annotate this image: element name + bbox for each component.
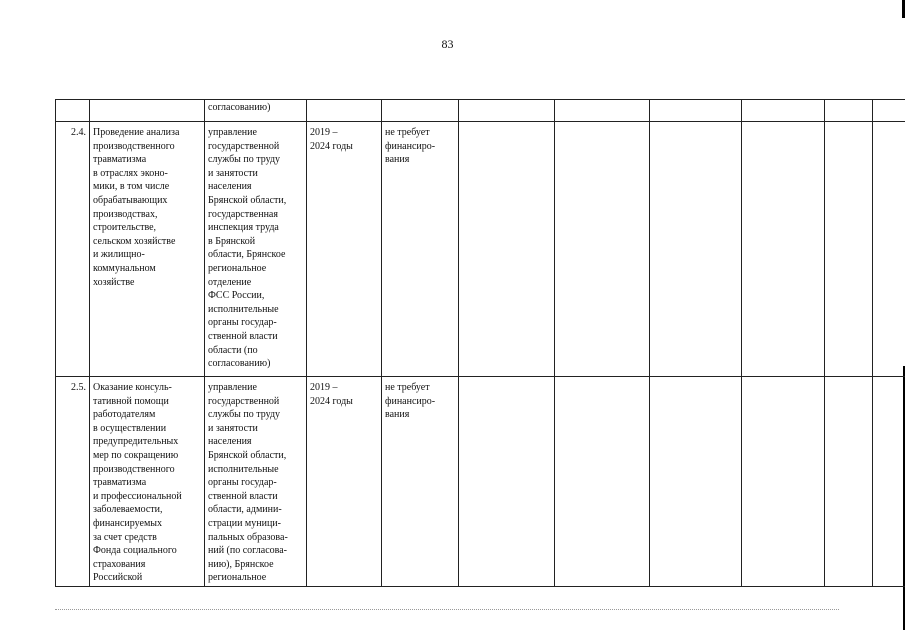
continuation-row [56, 100, 905, 122]
activity-cell: Оказание консуль- тативной помощи работодателям в осуществлении предупредительных мер по сокращению производственного травматизма и профессиональной заболеваемости, финансируемых за счет средств Фонда социального страхования Российской [90, 377, 205, 587]
empty-cell [825, 100, 873, 122]
period-cell [307, 100, 382, 122]
empty-cell [650, 100, 742, 122]
item-number [56, 100, 90, 122]
financing-cell: не требует финансиро- вания [382, 377, 459, 587]
empty-cell [459, 100, 555, 122]
item-number: 2.4. [56, 122, 90, 377]
financing-cell [382, 100, 459, 122]
empty-cell [742, 122, 825, 377]
empty-cell [459, 377, 555, 587]
period-cell: 2019 – 2024 годы [307, 377, 382, 587]
empty-cell [650, 122, 742, 377]
period-cell: 2019 – 2024 годы [307, 122, 382, 377]
financing-cell: не требует финансиро- вания [382, 122, 459, 377]
empty-cell [555, 100, 650, 122]
empty-cell [825, 377, 873, 587]
executor-cell: согласованию) [205, 100, 307, 122]
executor-cell: управление государственной службы по труду и занятости населения Брянской области, исполнительные органы государ- ственной власти области, админи- страции муници- пальных образова- ний (по согласова- нию), Брянское региональное [205, 377, 307, 587]
table-row [56, 377, 905, 587]
empty-cell [825, 122, 873, 377]
activity-cell: Проведение анализа производственного травматизма в отраслях эконо- мики, в том числе обрабатывающих производствах, строительстве, сельском хозяйстве и жилищно- коммунальном хозяйстве [90, 122, 205, 377]
empty-cell [873, 377, 905, 587]
program-table [55, 99, 905, 587]
empty-cell [742, 377, 825, 587]
page-number: 83 [441, 37, 454, 51]
empty-cell [873, 122, 905, 377]
activity-cell [90, 100, 205, 122]
empty-cell [742, 100, 825, 122]
scan-artifact-line [55, 609, 839, 611]
empty-cell [555, 377, 650, 587]
empty-cell [555, 122, 650, 377]
empty-cell [650, 377, 742, 587]
table-row [56, 122, 905, 377]
item-number: 2.5. [56, 377, 90, 587]
empty-cell [459, 122, 555, 377]
empty-cell [873, 100, 905, 122]
executor-cell: управление государственной службы по труду и занятости населения Брянской области, государственная инспекция труда в Брянской области, Брянское региональное отделение ФСС России, исполнительные органы государ- ственной власти области (по согласованию) [205, 122, 307, 377]
